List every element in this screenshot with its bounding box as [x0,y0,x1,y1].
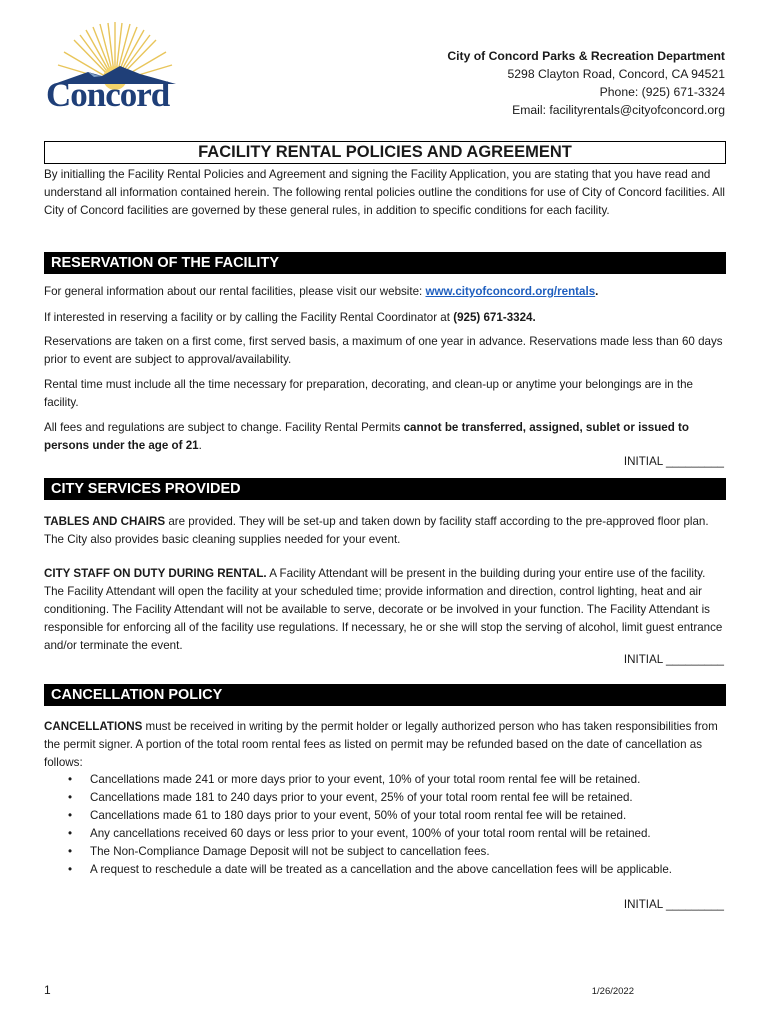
cancellation-fee-list [44,771,726,879]
department-name: City of Concord Parks & Recreation Department [447,49,725,63]
bullet-icon: • [68,845,73,858]
staff-on-duty-label: CITY STAFF ON DUTY DURING RENTAL. [44,567,267,580]
list-item [44,861,726,879]
website-period: . [595,285,599,298]
rental-time-paragraph: Rental time must include all the time necessary for preparation, decorating, and clean-up or anytime your belongings are in the facility. [44,378,693,409]
initial-line-services[interactable]: INITIAL _________ [623,653,724,666]
revision-date: 1/26/2022 [591,986,634,997]
reservation-phone-paragraph [44,309,726,327]
staff-on-duty-paragraph [44,565,726,655]
bullet-icon: • [68,791,73,804]
fees-regulations-paragraph [44,419,726,455]
tables-chairs-text: are provided. They will be set-up and taken down by facility staff according to the pre-approved floor plan. The City also provides basic cleaning supplies needed for your event. [44,515,709,546]
department-email: Email: facilityrentals@cityofconcord.org [512,103,725,117]
website-text: For general information about our rental facilities, please visit our website: [44,285,426,298]
initial-line-cancellation[interactable]: INITIAL _________ [623,898,724,911]
intro-paragraph: By initialling the Facility Rental Policies and Agreement and signing the Facility Application, you are stating that you have read and understand all information contained herein. The following rental policies outline the conditions for use of City of Concord facilities. All City of Concord facilities are governed by these general rules, in addition to specific conditions for each facility. [44,168,725,217]
staff-on-duty-text: A Facility Attendant will be present in the building during your entire use of the facility. The Facility Attendant will open the facility at your scheduled time; provide information and direction, control lighting, heat and air conditioning. The Facility Attendant will not be available to serve, decorate or be involved in your function. The Facility Attendant is responsible for enforcing all of the facility use regulations. If necessary, he or she will stop the serving of alcohol, limit guest entrance and/or terminate the event. [44,567,723,652]
list-item [44,807,726,825]
bullet-icon: • [68,827,73,840]
cancellations-text: must be received in writing by the permit holder or legally authorized person who has taken responsibilities from the permit signer. A portion of the total room rental fees as listed on permit may be refunded based on the date of cancellation as follows: [44,720,718,769]
department-phone: Phone: (925) 671-3324 [599,85,725,99]
list-item [44,825,726,843]
section-heading-cancellation: CANCELLATION POLICY [44,684,726,706]
tables-chairs-paragraph [44,513,726,549]
rentals-website-link[interactable]: www.cityofconcord.org/rentals [425,285,596,298]
reservation-advance-paragraph: Reservations are taken on a first come, first served basis, a maximum of one year in advance. Reservations made less than 60 days prior to event are subject to approval/availability. [44,335,723,366]
document-title: FACILITY RENTAL POLICIES AND AGREEMENT [44,141,726,164]
list-item [44,771,726,789]
concord-logo [40,20,190,115]
list-item [44,843,726,861]
transfer-restriction: cannot be transferred, assigned, sublet or issued to persons under the age of 21 [44,421,689,452]
section-heading-services: CITY SERVICES PROVIDED [44,478,726,500]
fees-text: All fees and regulations are subject to change. Facility Rental Permits [44,421,404,434]
bullet-icon: • [68,809,73,822]
list-item-text: A request to reschedule a date will be treated as a cancellation and the above cancellation fees will be applicable. [90,863,672,876]
bullet-icon: • [68,863,73,876]
tables-chairs-label: TABLES AND CHAIRS [44,515,166,528]
fees-period: . [198,439,202,452]
page-number: 1 [44,983,51,997]
department-info [447,47,725,119]
logo-wordmark: Concord [46,75,170,114]
cancellations-label: CANCELLATIONS [44,720,143,733]
list-item-text: Cancellations made 181 to 240 days prior to your event, 25% of your total room rental fee will be retained. [90,791,633,804]
coordinator-phone: (925) 671-3324. [453,311,536,324]
list-item-text: Cancellations made 61 to 180 days prior to your event, 50% of your total room rental fee will be retained. [90,809,627,822]
list-item-text: Cancellations made 241 or more days prior to your event, 10% of your total room rental fee will be retained. [90,773,641,786]
list-item [44,789,726,807]
section-heading-reservation: RESERVATION OF THE FACILITY [44,252,726,274]
list-item-text: The Non-Compliance Damage Deposit will not be subject to cancellation fees. [90,845,490,858]
initial-line-reservation[interactable]: INITIAL _________ [623,455,724,468]
cancellations-paragraph [44,718,726,772]
bullet-icon: • [68,773,73,786]
phone-text: If interested in reserving a facility or by calling the Facility Rental Coordinator at [44,311,454,324]
reservation-website-paragraph [44,283,726,301]
department-address: 5298 Clayton Road, Concord, CA 94521 [507,67,725,81]
list-item-text: Any cancellations received 60 days or less prior to your event, 100% of your total room rental will be retained. [90,827,651,840]
